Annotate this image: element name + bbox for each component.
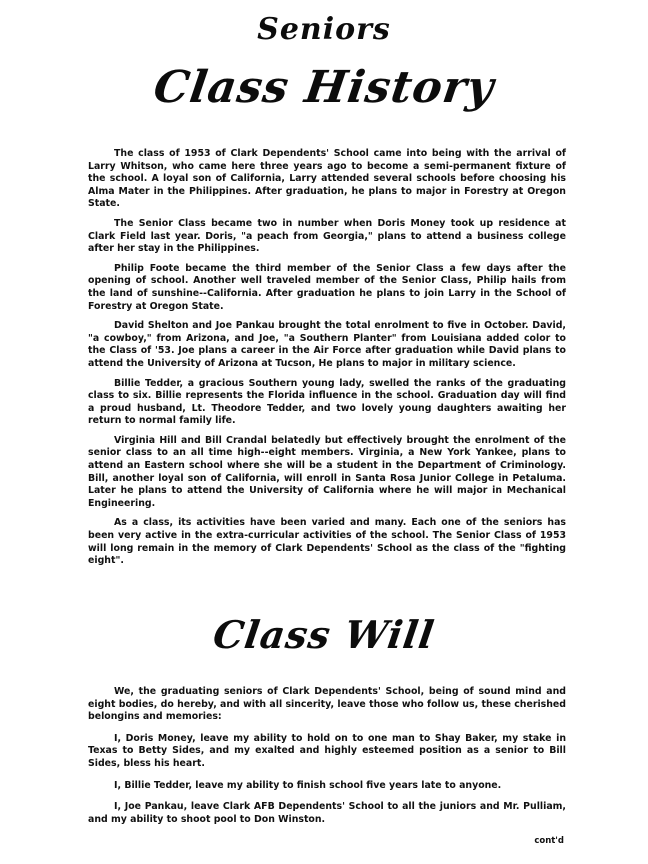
seniors-heading: Seniors <box>257 12 391 47</box>
history-paragraph: The class of 1953 of Clark Dependents' School came into being with the arrival of Larry Whitson, who came here three years ago to become a semi-permanent fixture of the school. A loyal son of California, Larry attended several schools before choosing his Alma Mater in the Philippines. After graduation, he plans to major in Forestry at Oregon State. <box>88 148 566 210</box>
will-paragraph: I, Doris Money, leave my ability to hold on to one man to Shay Baker, my stake in Texas to Betty Sides, and my exalted and highly esteemed position as a senior to Bill Sides, bless his heart. <box>88 732 566 769</box>
class-will-text <box>88 686 566 835</box>
class-will-heading: Class Will <box>210 612 438 657</box>
will-paragraph: I, Billie Tedder, leave my ability to finish school five years late to anyone. <box>114 779 502 791</box>
history-paragraph: As a class, its activities have been varied and many. Each one of the seniors has been very active in the extra-curricular activities of the school. The Senior Class of 1953 will long remain in the memory of Clark Dependents' School as the class of the "fighting eight". <box>88 517 566 567</box>
history-paragraph: David Shelton and Joe Pankau brought the total enrolment to five in October. David, "a cowboy," from Arizona, and Joe, "a Southern Planter" from Louisiana added color to the Class of '53. Joe plans a career in the Air Force after graduation while David plans to attend the University of Arizona at Tucson, He plans to major in military science. <box>88 320 566 369</box>
history-paragraph: Virginia Hill and Bill Crandal belatedly but effectively brought the enrolment of the senior class to an all time high--eight members. Virginia, a New York Yankee, plans to attend an Eastern school where she will be a student in the Department of Criminology. Bill, another loyal son of California, will enroll in Santa Rosa Junior College in Petaluma. Later he plans to attend the University of California where he will major in Mechanical Engineering. <box>88 434 566 509</box>
class-history-heading: Class History <box>150 62 498 113</box>
will-paragraph: We, the graduating seniors of Clark Dependents' School, being of sound mind and eight bodies, do hereby, and with all sincerity, leave those who follow us, these cherished belongins and memories: <box>88 686 566 723</box>
class-history-text <box>88 148 566 575</box>
history-paragraph: Philip Foote became the third member of the Senior Class a few days after the opening of school. Another well traveled member of the Senior Class, Philip hails from the land of sunshine--California. After graduation he plans to join Larry in the School of Forestry at Oregon State. <box>88 262 566 312</box>
history-paragraph: Billie Tedder, a gracious Southern young lady, swelled the ranks of the graduating class to six. Billie represents the Florida influence in the school. Graduation day will find a proud husband, Lt. Theodore Tedder, and two lovely young daughters awaiting her return to normal family life. <box>88 377 566 427</box>
history-paragraph: The Senior Class became two in number when Doris Money took up residence at Clark Field last year. Doris, "a peach from Georgia," plans to attend a business college after her stay in the Philippines. <box>88 217 566 255</box>
will-paragraph: I, Joe Pankau, leave Clark AFB Dependents' School to all the juniors and Mr. Pulliam, and my ability to shoot pool to Don Winston. <box>88 801 566 825</box>
continued-note: cont'd <box>534 836 564 846</box>
